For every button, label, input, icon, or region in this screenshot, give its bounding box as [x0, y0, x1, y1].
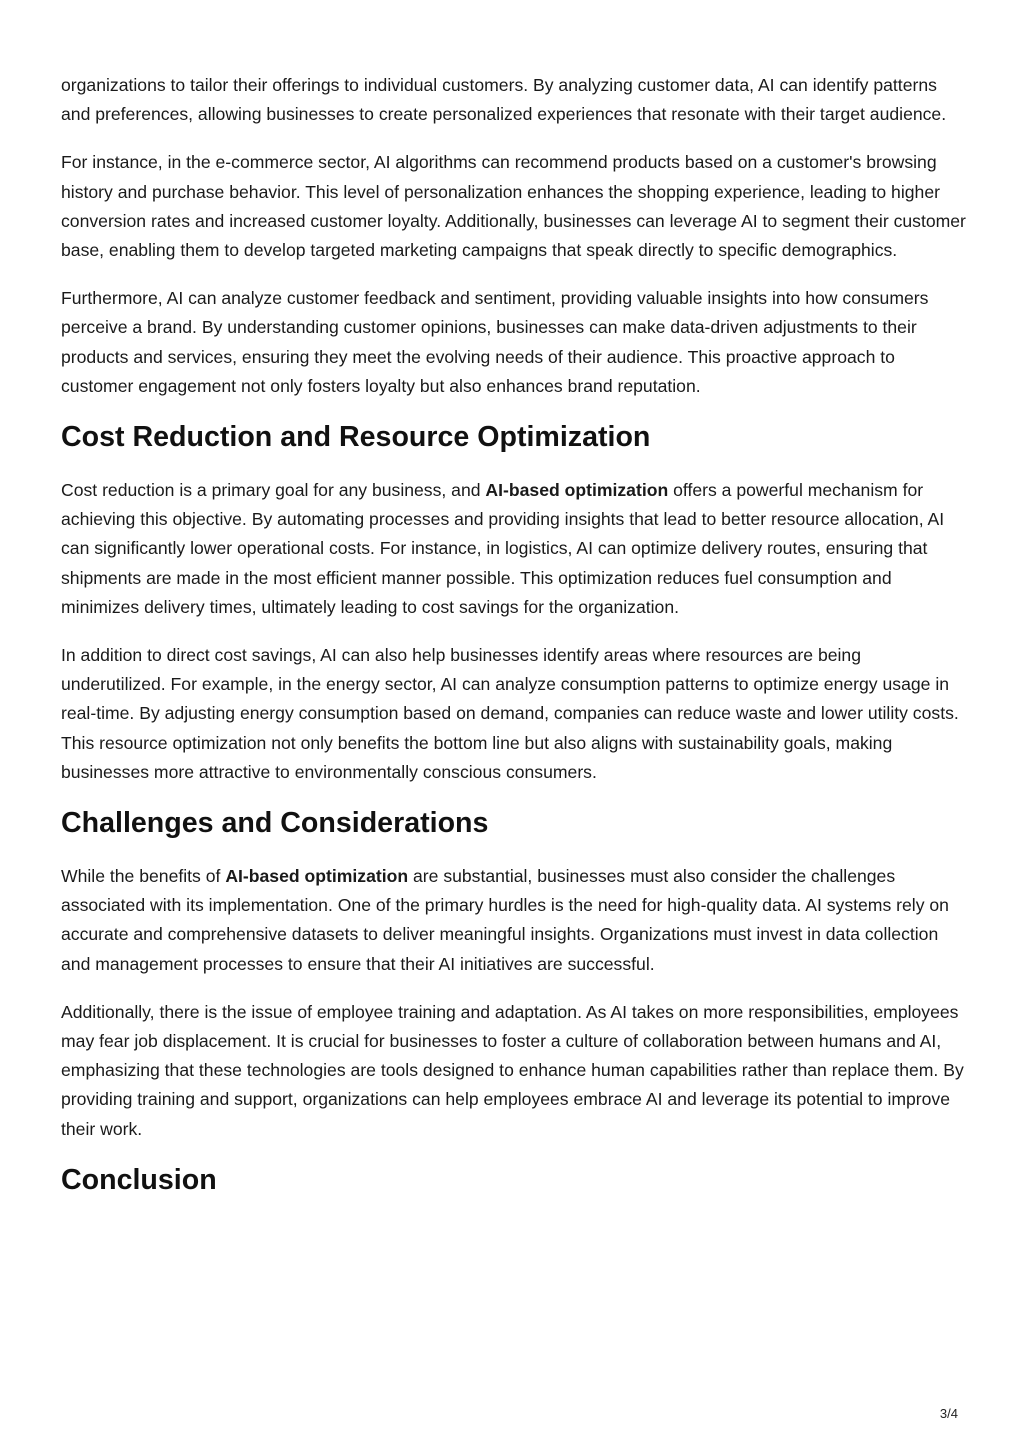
paragraph-ecommerce: For instance, in the e-commerce sector, AI algorithms can recommend products based on a customer's browsing history and purchase behavior. This level of personalization enhances the shopping experience, leading to higher conversion rates and increased customer loyalty. Additionally, businesses can leverage AI to segment their customer base, enabling them to develop targeted marketing campaigns that speak directly to specific demographics.	[61, 152, 966, 261]
bold-term: AI-based optimization	[225, 866, 409, 887]
bold-term: AI-based optimization	[485, 480, 669, 501]
heading-challenges: Challenges and Considerations	[61, 807, 489, 840]
text-run: are substantial, businesses must also consider the challenges associated with its implementation. One of the primary hurdles is the need for high-quality data. AI systems rely on accurate and comprehensive datasets to deliver meaningful insights. Organizations must invest in data collection and management processes to ensure that their AI initiatives are successful.	[61, 866, 949, 974]
text-run: Cost reduction is a primary goal for any business, and	[61, 480, 486, 501]
page-number: 3/4	[939, 1406, 958, 1421]
paragraph-resource-optimization: In addition to direct cost savings, AI can also help businesses identify areas where resources are being underutilized. For example, in the energy sector, AI can analyze consumption patterns to optimize energy usage in real-time. By adjusting energy consumption based on demand, companies can reduce waste and lower utility costs. This resource optimization not only benefits the bottom line but also aligns with sustainability goals, making businesses more attractive to environmentally conscious consumers.	[61, 645, 959, 782]
text-run: offers a powerful mechanism for achieving this objective. By automating processes and providing insights that lead to better resource allocation, AI can significantly lower operational costs. For instance, in logistics, AI can optimize delivery routes, ensuring that shipments are made in the most efficient manner possible. This optimization reduces fuel consumption and minimizes delivery times, ultimately leading to cost savings for the organization.	[61, 480, 945, 617]
paragraph-feedback: Furthermore, AI can analyze customer feedback and sentiment, providing valuable insights into how consumers perceive a brand. By understanding customer opinions, businesses can make data-driven adjustments to their products and services, ensuring they meet the evolving needs of their audience. This proactive approach to customer engagement not only fosters loyalty but also enhances brand reputation.	[61, 288, 929, 396]
paragraph-personalization: organizations to tailor their offerings to individual customers. By analyzing customer data, AI can identify patterns and preferences, allowing businesses to create personalized experiences that resonate with their target audience.	[61, 75, 947, 125]
heading-cost-reduction: Cost Reduction and Resource Optimization	[61, 421, 651, 454]
paragraph-challenges-data	[61, 862, 967, 979]
text-run: While the benefits of	[61, 866, 226, 887]
document-page	[61, 71, 967, 1197]
heading-conclusion: Conclusion	[61, 1163, 217, 1196]
paragraph-cost-reduction	[61, 476, 967, 622]
paragraph-employee-training: Additionally, there is the issue of employee training and adaptation. As AI takes on more responsibilities, employees may fear job displacement. It is crucial for businesses to foster a culture of collaboration between humans and AI, emphasizing that these technologies are tools designed to enhance human capabilities rather than replace them. By providing training and support, organizations can help employees embrace AI and leverage its potential to improve their work.	[61, 1001, 964, 1139]
